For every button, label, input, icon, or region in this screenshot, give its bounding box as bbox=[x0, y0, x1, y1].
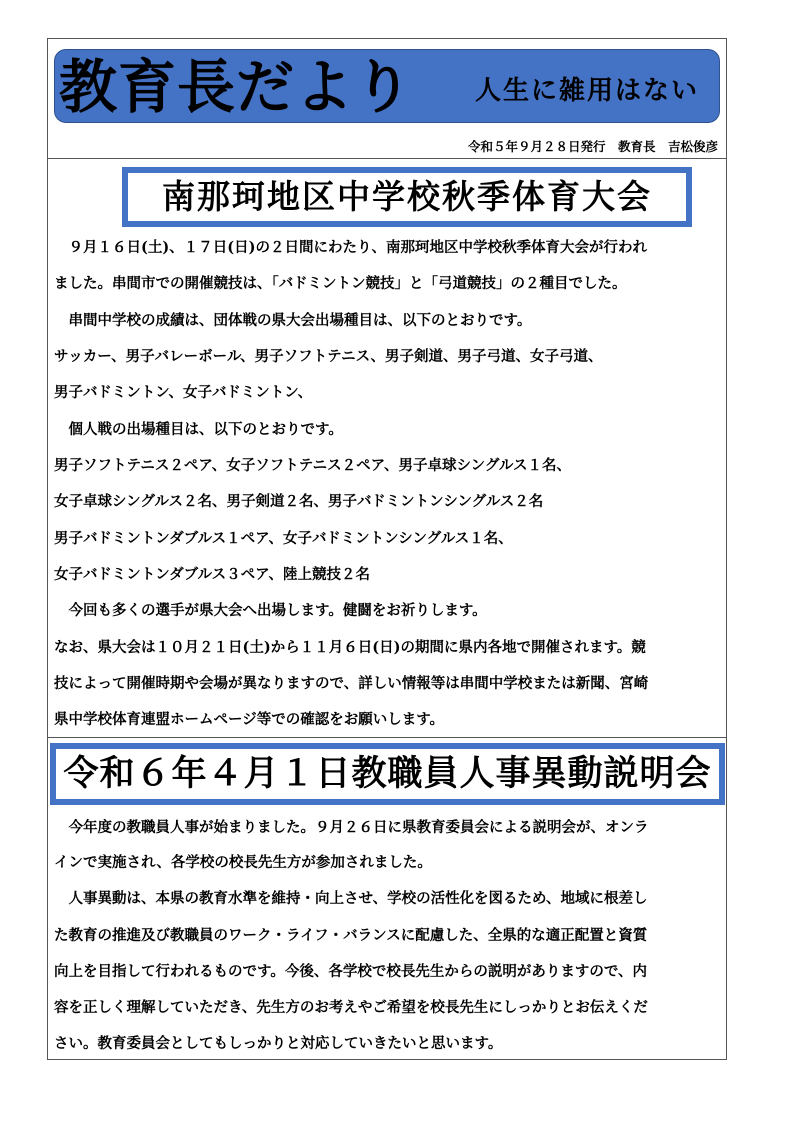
section1-heading: 南那珂地区中学校秋季体育大会 bbox=[122, 167, 692, 227]
section1-line: 個人戦の出場種目は、以下のとおりです。 bbox=[54, 421, 343, 438]
section1-line: 男子ソフトテニス２ペア、女子ソフトテニス２ペア、男子卓球シングルス１名、 bbox=[54, 457, 571, 474]
section2-line: さい。教育委員会としてもしっかりと対応していきたいと思います。 bbox=[54, 1035, 503, 1052]
section1-line: 男子バドミントン、女子バドミントン、 bbox=[54, 384, 313, 401]
section1-line: サッカー、男子バレーボール、男子ソフトテニス、男子剣道、男子弓道、女子弓道、 bbox=[54, 348, 603, 365]
section2-line: た教育の推進及び教職員のワーク・ライフ・バランスに配慮した、全県的な適正配置と資質 bbox=[54, 927, 648, 944]
section1-line: 女子バドミントンダブルス３ペア、陸上競技２名 bbox=[54, 566, 370, 583]
section2-line: 容を正しく理解していただき、先生方のお考えやご希望を校長先生にしっかりとお伝えくだ bbox=[54, 999, 648, 1016]
section1-line: 女子卓球シングルス２名、男子剣道２名、男子バドミントンシングルス２名 bbox=[54, 493, 544, 510]
section2-line: 向上を目指して行われるものです。今後、各学校で校長先生からの説明がありますので、内 bbox=[54, 963, 648, 980]
section1-line: 男子バドミントンダブルス１ペア、女子バドミントンシングルス１名、 bbox=[54, 530, 513, 547]
section2-heading: 令和６年４月１日教職員人事異動説明会 bbox=[50, 743, 725, 805]
divider-top bbox=[47, 158, 727, 159]
section2-line: 今年度の教職員人事が始まりました。９月２６日に県教育委員会による説明会が、オンラ bbox=[54, 819, 649, 836]
section1-line: 技によって開催時期や会場が異なりますので、詳しい情報等は串間中学校または新聞、宮崎 bbox=[54, 675, 649, 692]
section2-line: インで実施され、各学校の校長先生方が参加されました。 bbox=[54, 854, 432, 871]
section1-line: 今回も多くの選手が県大会へ出場します。健闘をお祈りします。 bbox=[54, 602, 487, 619]
section2-line: 人事異動は、本県の教育水準を維持・向上させ、学校の活性化を図るため、地域に根差し bbox=[54, 890, 648, 907]
masthead-banner bbox=[54, 49, 720, 123]
section1-line: 県中学校体育連盟ホームページ等での確認をお願いします。 bbox=[54, 711, 445, 728]
masthead-subtitle: 人生に雑用はない bbox=[474, 76, 699, 106]
section1-line: なお、県大会は１０月２１日(土)から１１月６日(日)の期間に県内各地で開催されます。競 bbox=[54, 639, 646, 656]
section1-line: ました。串間市での開催競技は、「バドミントン競技」と「弓道競技」の２種目でした。 bbox=[54, 275, 627, 292]
issue-date-line: 令和５年９月２８日発行 教育長 吉松俊彦 bbox=[467, 139, 718, 154]
section1-line: 串間中学校の成績は、団体戦の県大会出場種目は、以下のとおりです。 bbox=[54, 312, 532, 329]
section1-line: ９月１６日(土)、１７日(日)の２日間にわたり、南那珂地区中学校秋季体育大会が行われ bbox=[54, 239, 647, 256]
masthead-title: 教育長だより bbox=[59, 53, 414, 121]
divider-middle bbox=[47, 737, 727, 738]
